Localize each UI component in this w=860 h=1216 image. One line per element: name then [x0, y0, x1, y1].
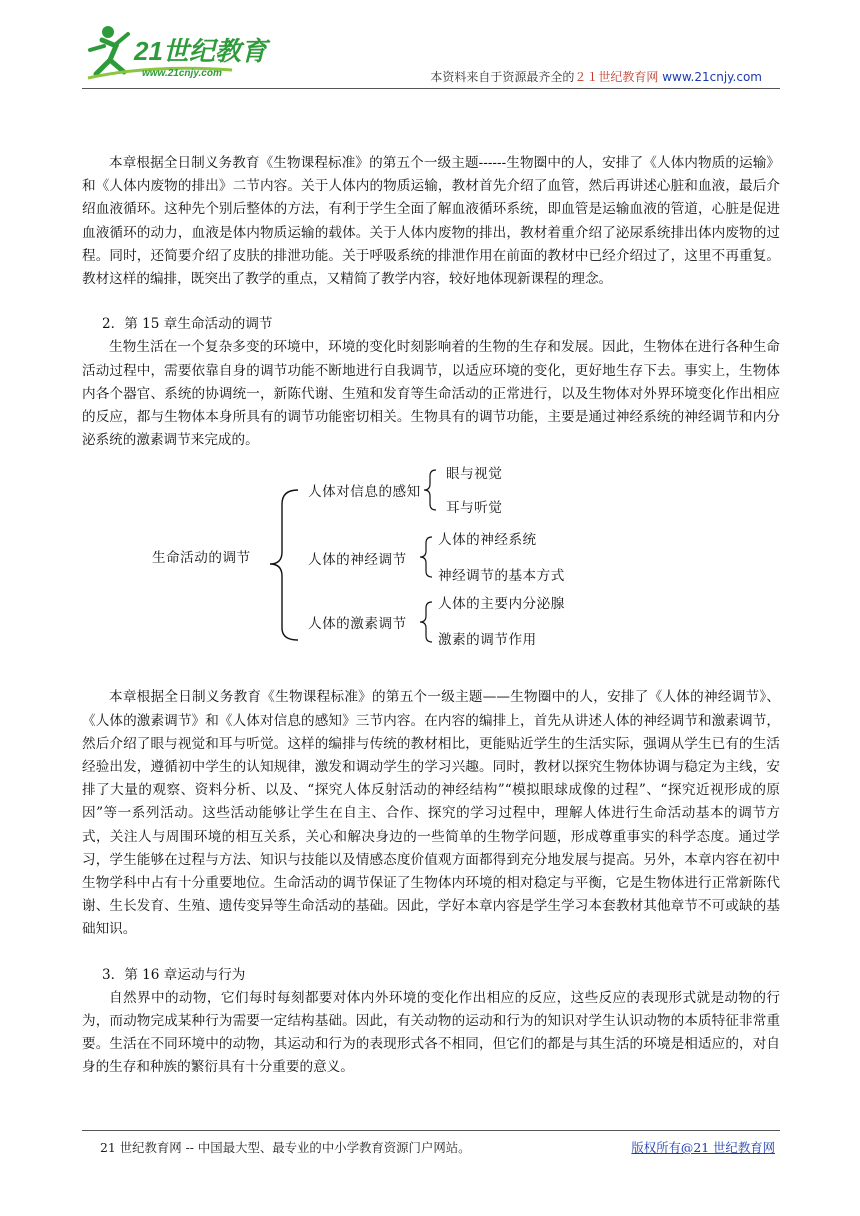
diagram-branch-hormone: 人体的激素调节	[308, 616, 407, 633]
section-heading-chapter15: 2．第 15 章生命活动的调节	[102, 316, 273, 333]
paragraph-chapter14-summary: 本章根据全日制义务教育《生物课程标准》的第五个一级主题------生物圈中的人，安排了《人体内物质的运输》和《人体内废物的排出》二节内容。关于人体内的物质运输，教材首先介绍了血管，然后再讲述心脏和血液，最后介绍血液循环。这种先个别后整体的方法，有利于学生全面了解血液循环系统，即血管是运输血液的管道，心脏是促进血液循环的动力，血液是体内物质运输的载体。关于人体内废物的排出，教材着重介绍了泌尿系统排出体内废物的过程。同时，还简要介绍了皮肤的排泄功能。关于呼吸系统的排泄作用在前面的教材中已经介绍过了，这里不再重复。教材这样的编排，既突出了教学的重点，又精简了教学内容，较好地体现新课程的理念。	[82, 155, 780, 288]
brace-3	[420, 602, 432, 642]
diagram-leaf-nervous-method: 神经调节的基本方式	[438, 568, 565, 585]
document-body	[82, 152, 780, 1080]
header-source-prefix: 本资料来自于资源最齐全的	[430, 70, 575, 84]
diagram-leaf-hormone-role: 激素的调节作用	[438, 632, 537, 649]
logo-url-text: www.21cnjy.com	[142, 68, 222, 79]
page-header	[0, 0, 860, 100]
brace-2	[420, 537, 432, 577]
main-brace	[270, 490, 298, 640]
diagram-leaf-endocrine-glands: 人体的主要内分泌腺	[438, 596, 565, 613]
paragraph-chapter15-intro: 生物生活在一个复杂多变的环境中，环境的变化时刻影响着的生物的生存和发展。因此，生物体在进行各种生命活动过程中，需要依靠自身的调节功能不断地进行自我调节，以适应环境的变化，更好地生存下去。事实上，生物体内各个器官、系统的协调统一，新陈代谢、生殖和发育等生命活动的正常进行，以及生物体对外界环境变化作出相应的反应，都与生物体本身所具有的调节功能密切相关。生物具有的调节功能，主要是通过神经系统的神经调节和内分泌系统的激素调节来完成的。	[82, 339, 780, 449]
paragraph-chapter15-summary: 本章根据全日制义务教育《生物课程标准》的第五个一级主题——生物圈中的人，安排了《人体的神经调节》、《人体的激素调节》和《人体对信息的感知》三节内容。在内容的编排上，首先从讲述人体的神经调节和激素调节，然后介绍了眼与视觉和耳与听觉。这样的编排与传统的教材相比，更能贴近学生的生活实际，强调从学生已有的生活经验出发，遵循初中学生的认知规律，激发和调动学生的学习兴趣。同时，教材以探究生物体协调与稳定为主线，安排了大量的观察、资料分析、以及、“探究人体反射活动的神经结构”“模拟眼球成像的过程”、“探究近视形成的原因”等一系列活动。这些活动能够让学生在自主、合作、探究的学习过程中，理解人体进行生命活动基本的调节方式，关注人与周围环境的相互关系，关心和解决身边的一些简单的生物学问题，形成尊重事实的科学态度。通过学习，学生能够在过程与方法、知识与技能以及情感态度价值观方面都得到充分地发展与提高。另外，本章内容在初中生物学科中占有十分重要地位。生命活动的调节保证了生物体内环境的相对稳定与平衡，它是生物体进行正常新陈代谢、生长发育、生殖、遗传变异等生命活动的基础。因此，学好本章内容是学生学习本套教材其他章节不可或缺的基础知识。	[82, 689, 780, 938]
structure-diagram	[82, 460, 780, 668]
section-heading-chapter16: 3．第 16 章运动与行为	[102, 966, 246, 983]
diagram-leaf-nervous-system: 人体的神经系统	[438, 532, 537, 549]
diagram-leaf-ear-hearing: 耳与听觉	[446, 500, 503, 517]
site-logo	[82, 20, 282, 86]
header-source-url[interactable]: www.21cnjy.com	[662, 70, 762, 84]
paragraph-chapter16-intro: 自然界中的动物，它们每时每刻都要对体内外环境的变化作出相应的反应，这些反应的表现形式就是动物的行为，而动物完成某种行为需要一定结构基础。因此，有关动物的运动和行为的知识对学生认识动物的本质特征非常重要。生活在不同环境中的动物，其运动和行为的表现形式各不相同，但它们的都是与其生活的环境是相适应的，对自身的生存和种族的繁衍具有十分重要的意义。	[82, 989, 780, 1076]
logo-brand-text: 21世纪教育	[134, 36, 267, 66]
header-divider	[82, 88, 780, 89]
header-source-site[interactable]: ２１世纪教育网	[574, 70, 659, 84]
footer-site-description: 21 世纪教育网 -- 中国最大型、最专业的中小学教育资源门户网站。	[100, 1140, 471, 1155]
brace-1	[424, 470, 436, 510]
footer-divider	[82, 1130, 780, 1131]
diagram-branch-nervous: 人体的神经调节	[308, 552, 407, 569]
diagram-branch-perception: 人体对信息的感知	[308, 484, 421, 501]
footer-copyright-link[interactable]: 版权所有@21 世纪教育网	[631, 1140, 775, 1155]
diagram-root: 生命活动的调节	[152, 550, 251, 567]
diagram-leaf-eye-vision: 眼与视觉	[446, 466, 503, 483]
header-source-note	[430, 68, 762, 85]
